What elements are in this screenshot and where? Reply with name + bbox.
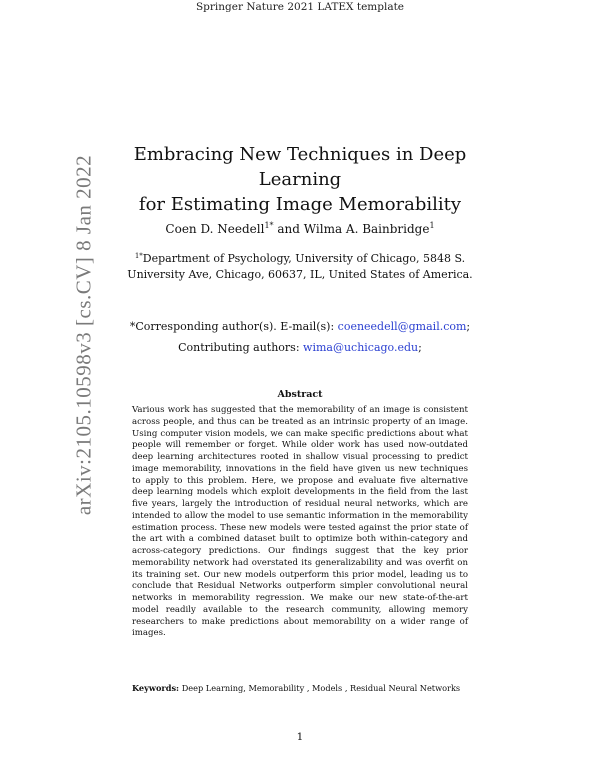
author-affiliation-mark: 1	[429, 221, 435, 230]
author-affiliation-mark: 1*	[264, 221, 274, 230]
contributing-suffix: ;	[418, 341, 422, 354]
arxiv-identifier-stamp: arXiv:2105.10598v3 [cs.CV] 8 Jan 2022	[71, 154, 96, 516]
contributing-email-link[interactable]: wima@uchicago.edu	[303, 341, 419, 354]
keywords	[132, 683, 468, 694]
contributing-authors-line	[100, 337, 500, 358]
paper-title	[100, 142, 500, 217]
abstract-body: Various work has suggested that the memorability of an image is consistent across people, and thus can be treated as an intrinsic property of an image. Using computer vision models, we can make specific predictions about what people will remember or forget. While older work has used now-outdated deep learning architectures rooted in shallow visual processing to predict image memorability, innovations in the field have given us new techniques to apply to this problem. Here, we propose and evaluate five alternative deep learning models which exploit developments in the field from the last five years, largely the introduction of residual neural networks, which are intended to allow the model to use semantic information in the memorability estimation process. These new models were tested against the prior state of the art with a combined dataset built to optimize both within-category and across-category predictions. Our findings suggest that the key prior memorability network had overstated its generalizability and was overfit on its training set. Our new models outperform this prior model, leading us to conclude that Residual Networks outperform simpler convolutional neural networks in memorability regression. We make our new state-of-the-art model readily available to the research community, allowing memory researchers to make predictions about memorability on a wider range of images.	[132, 405, 468, 639]
affiliation-line-2: University Ave, Chicago, 60637, IL, United States of America.	[127, 268, 473, 281]
abstract-heading: Abstract	[277, 389, 323, 400]
corresponding-suffix: ;	[466, 320, 471, 333]
affiliation-text: Department of Psychology, University of Chicago, 5848 S.	[142, 252, 466, 265]
corresponding-email-link[interactable]: coeneedell@gmail.com	[337, 320, 467, 333]
author-name: Wilma A. Bainbridge	[303, 222, 430, 236]
keywords-text: Deep Learning, Memorability , Models , Residual Neural Networks	[179, 683, 461, 693]
affiliation-mark: 1*	[134, 252, 143, 260]
title-line-1: Embracing New Techniques in Deep Learning	[133, 144, 467, 190]
corresponding-label: *Corresponding author(s). E-mail(s):	[129, 320, 338, 333]
contact-info	[100, 316, 500, 358]
corresponding-author-line	[100, 316, 500, 337]
page-number: 1	[296, 731, 304, 743]
title-line-2: for Estimating Image Memorability	[138, 194, 462, 215]
author-name: Coen D. Needell	[165, 222, 265, 236]
running-head: Springer Nature 2021 LATEX template	[195, 1, 405, 13]
author-joiner: and	[273, 222, 304, 236]
affiliation	[100, 248, 500, 283]
author-list	[100, 218, 500, 237]
keywords-label: Keywords:	[132, 683, 180, 693]
affiliation-line-1	[100, 248, 500, 267]
contributing-label: Contributing authors:	[178, 341, 304, 354]
